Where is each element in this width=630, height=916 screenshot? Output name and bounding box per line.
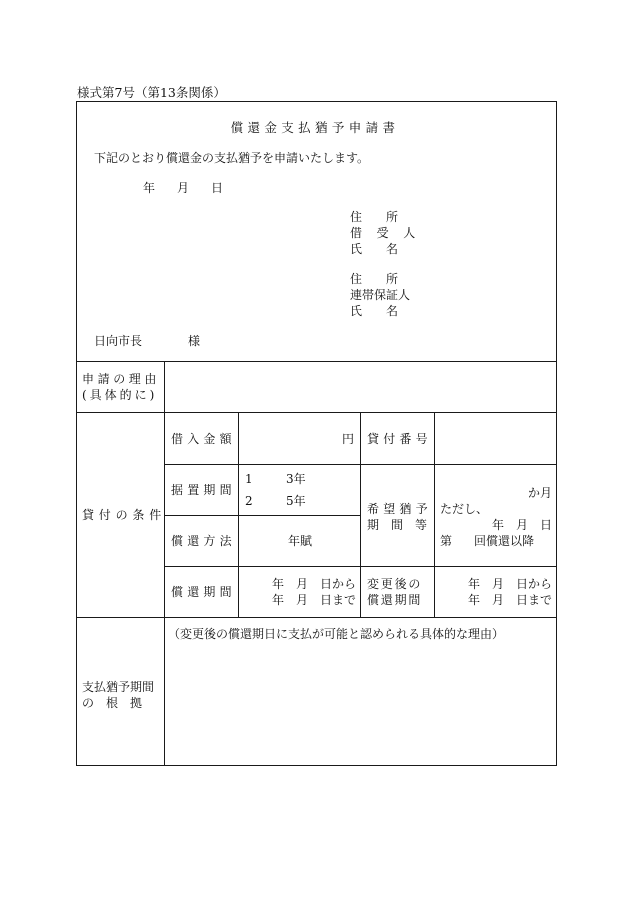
deferment-label: 据置期間 [171,483,236,497]
repayment-method-value: 年賦 [288,534,313,548]
basis-label-line2: の 根 拠 [82,696,143,710]
loan-no-label: 貸付番号 [367,432,432,446]
repayment-period-label: 償還期間 [171,585,236,599]
addressee-honorific: 様 [188,334,201,348]
guarantor-label: 連帯保証人 [350,288,411,302]
borrower-address-label: 住 所 [350,210,399,224]
desired-period-label-line2: 期 間 等 [367,518,428,532]
document-title: 償還金支払猶予申請書 [230,120,400,135]
form-number: 様式第7号（第13条関係） [77,85,226,100]
amount-label: 借入金額 [171,432,236,446]
loan-no-field[interactable] [436,414,555,463]
amount-unit: 円 [342,432,355,446]
desired-date: 年 月 日 [492,518,553,532]
intro-text: 下記のとおり償還金の支払猶予を申請いたします。 [94,151,370,165]
borrower-name-label: 氏 名 [350,242,399,256]
desired-tadashi: ただし、 [440,502,489,516]
deferment-option2[interactable]: 5年 [286,494,306,508]
changed-period-to: 年 月 日まで [468,593,553,607]
changed-period-label-line1: 変更後の [367,577,423,591]
reason-label-line2: (具体的に) [82,388,158,402]
deferment-option1-number: 1 [245,472,253,486]
guarantor-name-label: 氏 名 [350,304,399,318]
date-year: 年 [143,181,156,195]
addressee-mayor: 日向市長 [94,334,143,348]
repayment-period-to: 年 月 日まで [272,593,357,607]
guarantor-address-label: 住 所 [350,272,399,286]
reason-field[interactable] [166,363,555,411]
basis-label-line1: 支払猶予期間 [82,680,155,694]
basis-field[interactable] [166,645,555,763]
repayment-method-label: 償還方法 [171,534,236,548]
date-day: 日 [211,181,224,195]
changed-period-label-line2: 償還期間 [367,593,423,607]
desired-repay-from: 回償還以降 [474,534,535,548]
desired-period-label-line1: 希望猶予 [367,502,432,516]
reason-label-line1: 申請の理由 [82,372,161,386]
deferment-option2-number: 2 [245,494,253,508]
date-month: 月 [177,181,190,195]
changed-period-from: 年 月 日から [468,577,553,591]
deferment-option1[interactable]: 3年 [286,472,306,486]
borrower-label: 借 受 人 [350,226,421,240]
desired-dai: 第 [440,534,453,548]
desired-months: か月 [528,486,553,500]
loan-section-label: 貸付の条件 [82,508,167,522]
basis-note: （変更後の償還期日に支払が可能と認められる具体的な理由） [168,627,505,641]
repayment-period-from: 年 月 日から [272,577,357,591]
